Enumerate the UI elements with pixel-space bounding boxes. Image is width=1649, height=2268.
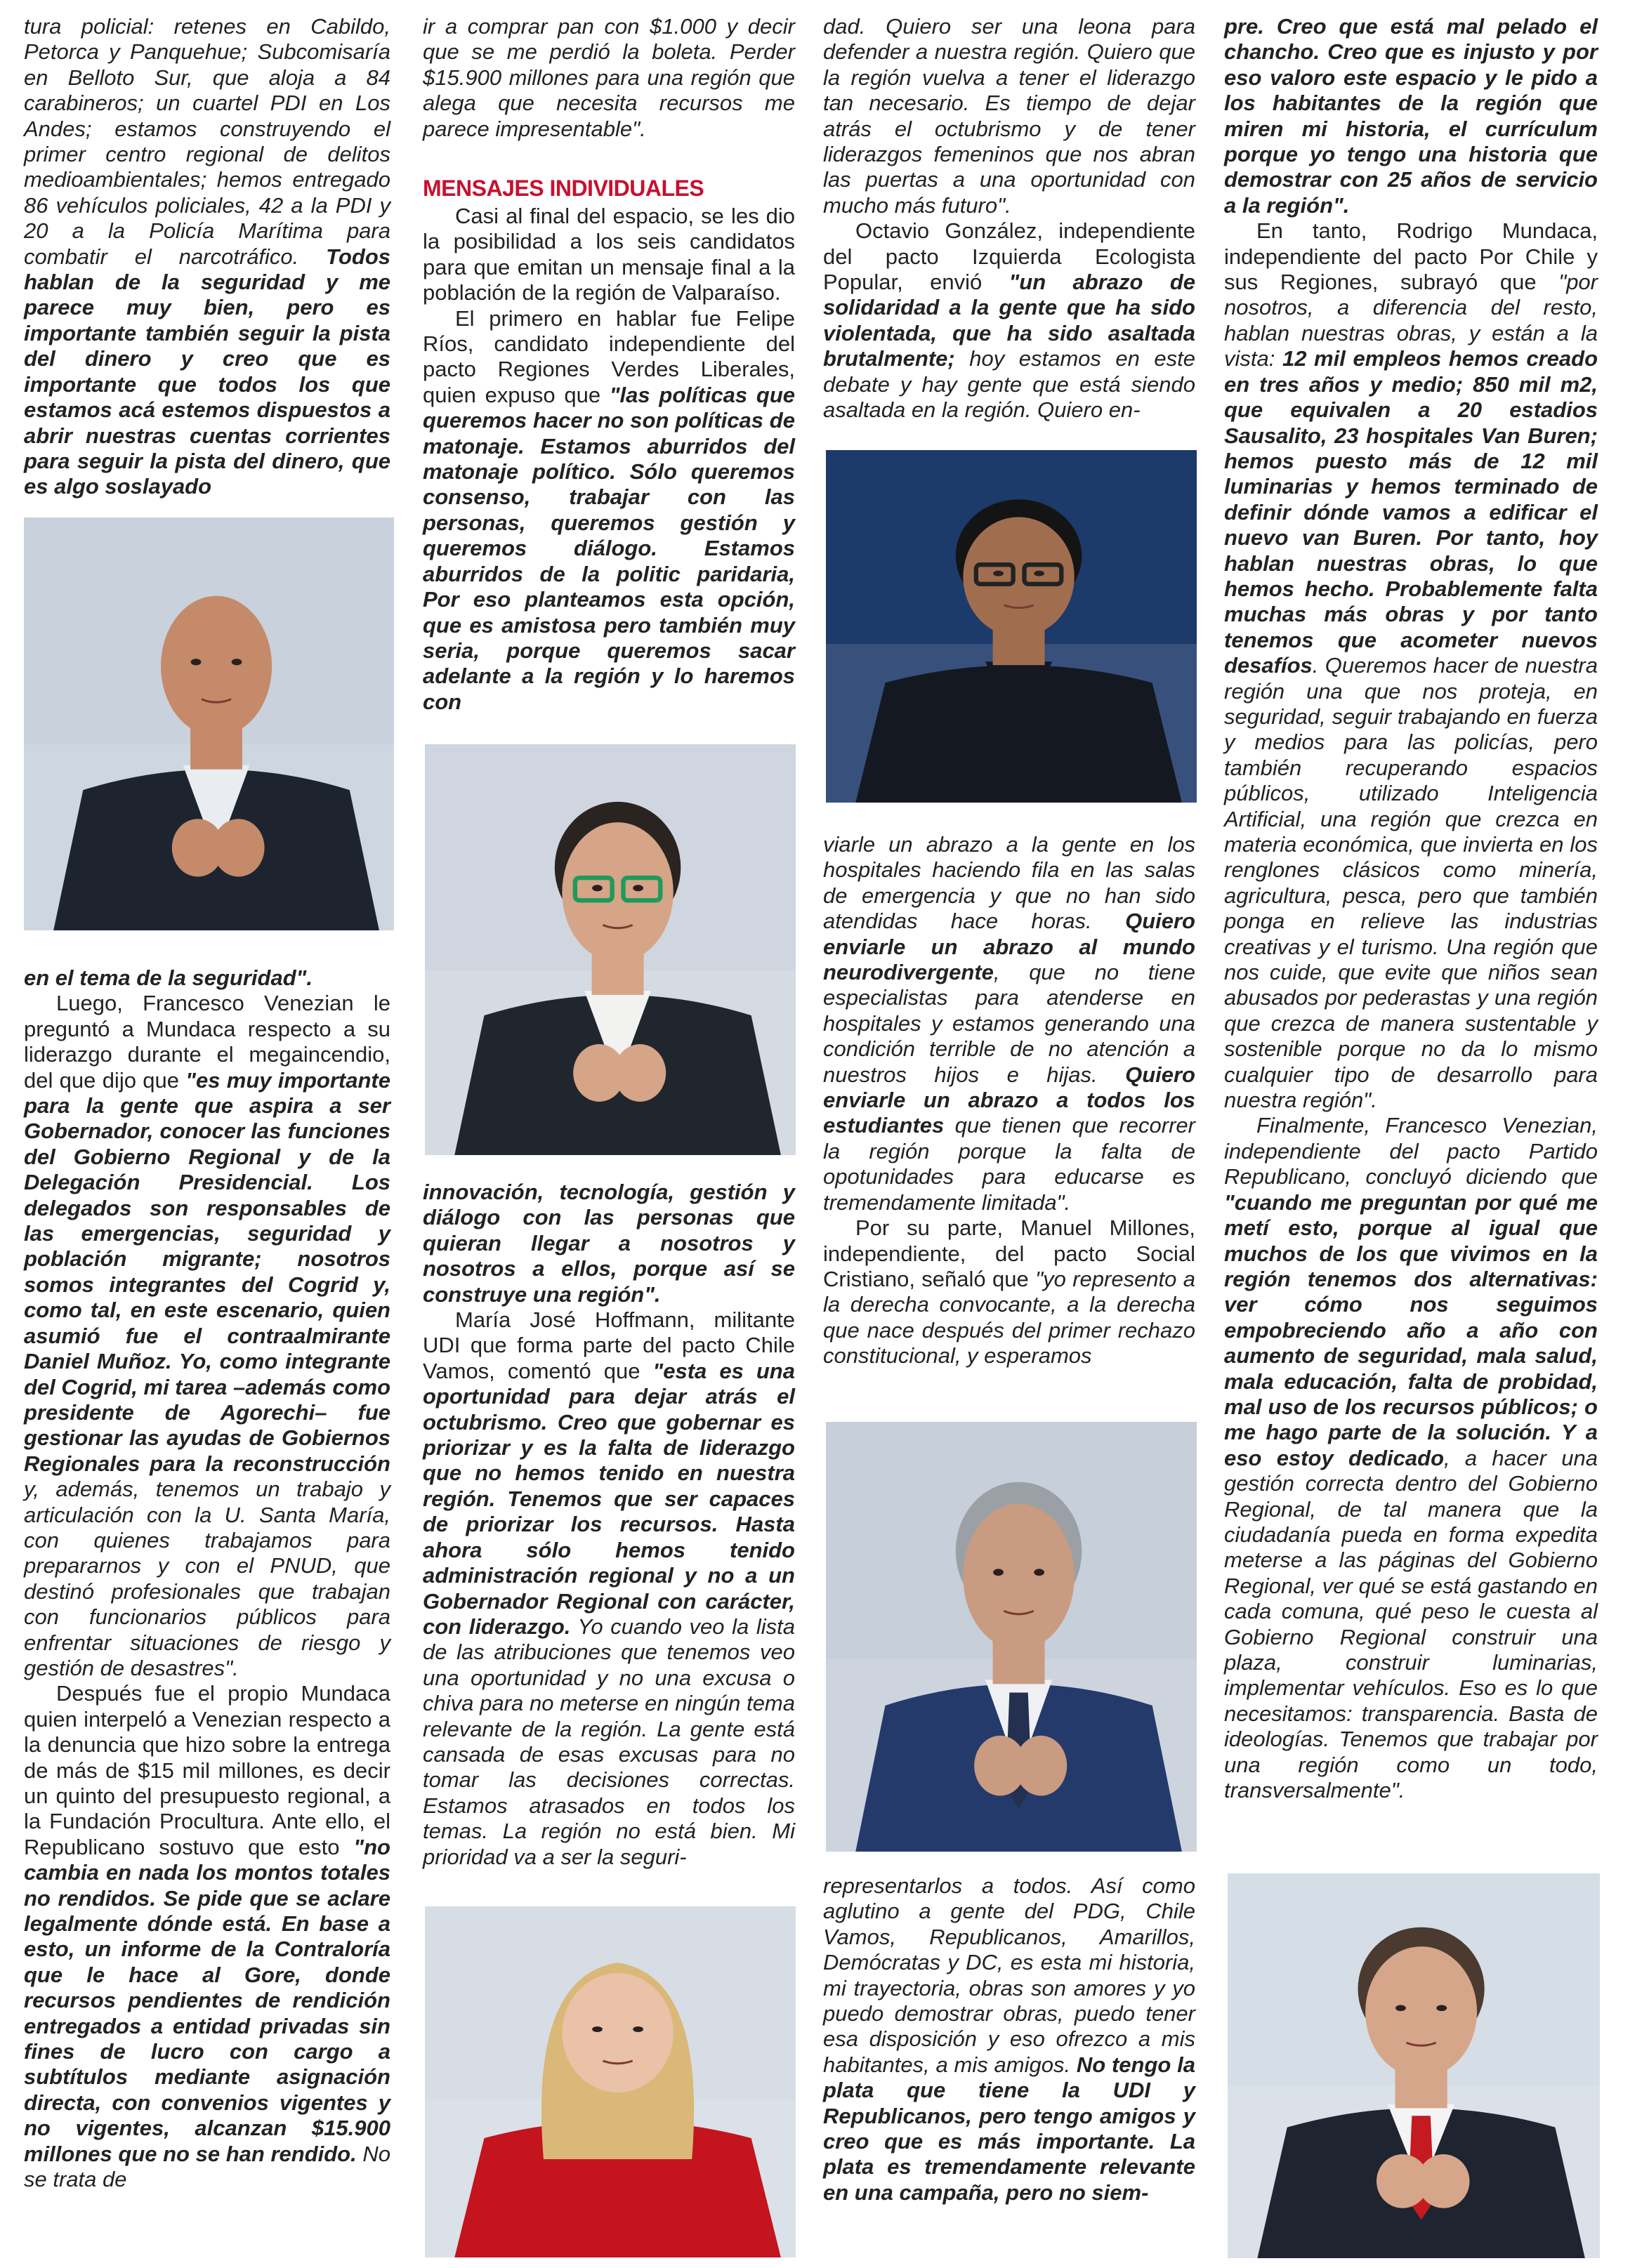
face-shape [562,822,673,962]
paragraph [24,1681,390,2192]
person-image [826,1422,1197,1852]
quote-text: "yo represento a la derecha convocante, a la derecha que nace después del primer rechazo constitucional, y esperamos [823,1266,1196,1369]
eye-shape [1436,2005,1447,2011]
emphasis-quote: "un abrazo de solidaridad a la gente que ha sido violentada, que ha sido asaltada brutalmente; [823,270,1196,371]
face-shape [963,517,1074,637]
emphasis-quote: Quiero enviarle un abrazo al mundo neurodivergente [823,909,1195,985]
hand-shape [213,819,265,876]
quote-text: Yo cuando veo la lista de las atribuciones que tenemos veo una oportunidad y no una excusa o chiva para no meterse en ningún tema relevante de la región. La gente está cansada de esas excusas para no tomar las decisiones correctas. Estamos atrasados en todos los temas. La región no está bien. Mi prioridad va a ser la seguri- [423,1614,795,1869]
quote-text: representarlos a todos. Así como aglutino a gente del PDG, Chile Vamos, Republicanos, Amarillos, Demócratas y DC, es esta mi historia, mi trayectoria, obras son amores y yo puedo demostrar obras, puedo tener esa disposición y eso ofrezco a mis habitantes, a mis amigos. [823,1873,1195,2077]
eye-shape [191,659,202,665]
paragraph [1224,14,1598,218]
eye-shape [1034,1569,1044,1576]
paragraph [24,991,390,1681]
paragraph [823,1873,1195,2206]
paragraph [823,14,1195,218]
quote-text: viarle un abrazo a la gente en los hospitales haciendo fila en las salas de emergencia y que no han sido atendidas hace horas. [823,832,1195,934]
quote-text: . Queremos hacer de nuestra región una que nos proteja, en seguridad, seguir trabajando en fuerza y medios para las policías, pero también recuperando espacios públicos, utilizado Inteligencia Artificial, una región que crezca en materia económica, que invierta en los renglones clásicos como minería, agricultura, pesca, pero que también ponga en relieve las industrias creativas y el turismo. Una región que nos cuide, que evite que niños sean abusados por pederastas y una región que crezca de manera sustentable y sostenible porque no da lo mismo cualquier tipo de desarrollo para nuestra región". [1224,653,1598,1113]
hand-shape [1015,1736,1067,1796]
paragraph [823,218,1195,423]
col3-mid-text [823,832,1195,1369]
paragraph [1224,1113,1598,1803]
emphasis-quote: "no cambia en nada los montos totales no rendidos. Se pide que se aclare legalmente dónde está. En base a esto, un informe de la Contraloría que le hace al Gore, donde recursos pendientes de rendición entregados a entidad privadas sin fines de lucro con cargo a subtítulos mediante asignación directa, con convenios vigentes y no vigentes, alcanzan $15.900 millones que no se han rendido. [24,1834,390,2166]
hand-shape [1417,2154,1469,2208]
paragraph [423,14,795,142]
col2-mid-text [423,204,795,715]
col1-top-text [24,14,390,500]
section-heading: MENSAJES INDIVIDUALES [423,176,704,201]
person-image [1228,1873,1600,2258]
quote-text: ir a comprar pan con $1.000 y decir que se me perdió la boleta. Perder $15.900 millones para una región que alega que necesita recursos me parece impresentable". [423,14,795,141]
quote-text: y, además, tenemos un trabajo y articulación con la U. Santa María, con quienes trabajamos para prepararnos y con el PNUD, que destinó profesionales que trabajan con funcionarios públicos para enfrentar situaciones de riesgo y gestión de desastres". [24,1477,390,1680]
eye-shape [232,659,242,665]
paragraph [24,14,390,500]
body-text: En tanto, Rodrigo Mundaca, independiente del pacto Por Chile y sus Regiones, subrayó que [1224,218,1598,295]
emphasis-quote: en el tema de la seguridad". [24,965,313,990]
eye-shape [633,2026,643,2032]
emphasis-quote: "es muy importante para la gente que aspira a ser Gobernador, conocer las funciones del Gobierno Regional y de la Delegación Presidencial. Los delegados son responsables de las emergencias, seguridad y población migrante; nosotros somos integrantes del Cogrid y, como tal, en este escenario, quien asumió fue el contraalmirante Daniel Muñoz. Yo, como integrante del Cogrid, mi tarea –además como presidente de Agorechi– fue gestionar las ayudas de Gobiernos Regionales para la reconstrucción [24,1067,391,1476]
person-image [826,450,1197,803]
col2-bottom-text [423,1180,795,1870]
body-text: María José Hoffmann, militante UDI que forma parte del pacto Chile Vamos, comentó que [423,1307,795,1383]
col3-top-text [823,14,1195,423]
person-image [425,744,796,1155]
face-shape [1365,1946,1477,2077]
body-text: Casi al final del espacio, se les dio la posibilidad a los seis candidatos para que emitan un mensaje final a la población de la región de Valparaíso. [423,204,795,305]
person-image [24,517,394,930]
body-text: El primero en hablar fue Felipe Ríos, candidato independiente del pacto Regiones Verdes Liberales, quien expuso que [423,305,795,407]
quote-text: dad. Quiero ser una leona para defender a nuestra región. Quiero que la región vuelva a tener el liderazgo tan necesario. Es tiempo de dejar atrás el octubrismo y de tener liderazgos femeninos que nos abran las puertas a una oportunidad con mucho más futuro". [823,14,1195,218]
emphasis-quote: "cuando me preguntan por qué me metí esto, porque al igual que muchos de los que vivimos en la región tenemos dos alternativas: ver cómo nos seguimos empobreciendo año a año con aumento de seguridad, mala salud, mala educación, falta de probidad, mal uso de los recursos públicos; o me hago parte de la solución. Y a eso estoy dedicado [1224,1189,1598,1470]
quote-text: Finalmente, Francesco Venezian, independiente del pacto Partido Republicano, concluyó diciendo que [1224,1113,1598,1189]
eye-shape [1034,571,1044,576]
paragraph [423,1307,795,1870]
emphasis-quote: "esta es una oportunidad para dejar atrás el octubrismo. Creo que gobernar es priorizar y es la falta de liderazgo que no hemos tenido en nuestra región. Tenemos que ser capaces de priorizar los recursos. Hasta ahora sólo hemos tenido administración regional y no a un Gobernador Regional con carácter, con liderazgo. [423,1358,795,1639]
emphasis-quote: No tengo la plata que tiene la UDI y Republicanos, pero tengo amigos y creo que es más importante. La plata es tremendamente relevante en una campaña, pero no siem- [823,2052,1195,2205]
body-text: Luego, Francesco Venezian le preguntó a Mundaca respecto a su liderazgo durante el megaincendio, del que dijo que [24,991,390,1093]
col3-bottom-text [823,1873,1195,2206]
quote-text: , a hacer una gestión correcta dentro del Gobierno Regional, de tal manera que la ciudadanía pueda en forma expedita meterse a las páginas del Gobierno Regional, ver qué se está gastando en cada comuna, qué peso le cuesta al Gobierno Regional construir una plaza, construir luminarias, implementar vehículos. Eso es lo que necesitamos: transparencia. Basta de ideologías. Tenemos que trabajar por una región como un todo, transversalmente". [1224,1445,1598,1803]
eye-shape [592,2026,603,2032]
emphasis-quote: "las políticas que queremos hacer no son políticas de matonaje. Estamos aburridos del matonaje político. Sólo queremos consenso, trabajar con las personas, queremos gestión y queremos diálogo. Estamos aburridos de la politic paridaria, Por eso planteamos esta opción, que es amistosa pero también muy seria, porque queremos sacar adelante a la región y lo haremos con [423,382,796,714]
eye-shape [592,885,603,891]
quote-text: hoy estamos en este debate y hay gente que está siendo asaltada en la región. Quiero en- [823,346,1195,423]
quote-text: "por nosotros, a diferencia del resto, hablan nuestras obras, y están a la vista: [1224,270,1598,371]
photo-candidate-hoffmann [425,1906,796,2257]
col1-bottom-text [24,965,390,2193]
emphasis-quote: 12 mil empleos hemos creado en tres años y medio; 850 mil m2, que equivalen a 20 estadios Sausalito, 23 hospitales Van Buren; hemos puesto más de 12 mil luminarias y hemos terminado de definir dónde vamos a edificar el nuevo van Buren. Por tanto, hoy hablan nuestras obras, lo que hemos hecho. Probablemente falta muchas más obras y por tanto tenemos que acometer nuevos desafíos [1224,346,1598,678]
paragraph [24,965,390,991]
emphasis-quote: innovación, tecnología, gestión y diálogo con las personas que quieran llegar a nosotros y nosotros a ellos, porque así se construye una región". [423,1180,795,1307]
body-text: Octavio González, independiente del pacto Izquierda Ecologista Popular, envió [823,218,1195,295]
photo-candidate-rios [425,744,796,1155]
col4-text [1224,14,1598,1803]
face-shape [963,1503,1074,1649]
eye-shape [993,1569,1004,1576]
col2-top-text [423,14,795,142]
eye-shape [633,885,643,891]
paragraph [1224,218,1598,1113]
photo-candidate-millones [826,1422,1197,1852]
quote-text: tura policial: retenes en Cabildo, Petorca y Panquehue; Subcomisaría en Belloto Sur, que aloja a 84 carabineros; un cuartel PDI en Los Andes; estamos construyendo el primer centro regional de delitos medioambientales; hemos entregado 86 vehículos policiales, 42 a la PDI y 20 a la Policía Marítima para combatir el narcotráfico. [24,14,390,269]
paragraph [423,306,795,716]
emphasis-quote: Todos hablan de la seguridad y me parece muy bien, pero es importante también seguir la pista del dinero y creo que es importante que todos los que estamos acá estemos dispuestos a abrir nuestras cuentas corrientes para seguir la pista del dinero, que es algo soslayado [24,244,390,499]
eye-shape [1395,2005,1406,2011]
photo-candidate-mundaca [24,517,394,930]
paragraph [423,204,795,306]
paragraph [823,832,1195,1215]
paragraph [423,1180,795,1307]
paragraph [823,1215,1195,1369]
emphasis-quote: Quiero enviarle un abrazo a todos los estudiantes [823,1062,1195,1138]
face-shape [161,596,272,737]
photo-candidate-venezian [1228,1873,1600,2258]
quote-text: No se trata de [24,2141,390,2192]
body-text: Por su parte, Manuel Millones, independiente, del pacto Social Cristiano, señaló que [823,1215,1195,1291]
person-image [425,1906,796,2257]
emphasis-quote: pre. Creo que está mal pelado el chancho. Creo que es injusto y por eso valoro este espacio y le pido a los habitantes de la región que miren mi historia, el currículum porque yo tengo una historia que demostrar con 25 años de servicio a la región". [1224,14,1598,218]
body-text: Después fue el propio Mundaca quien interpeló a Venezian respecto a la denuncia que hizo sobre la entrega de más de $15 mil millones, es decir un quinto del presupuesto regional, a la Fundación Procultura. Ante ello, el Republicano sostuvo que esto [24,1681,390,1859]
eye-shape [993,571,1004,576]
quote-text: , que no tiene especialistas para atenderse en hospitales y estamos generando una condición terrible de no atención a nuestros hijos e hijas. [823,960,1195,1087]
hand-shape [614,1044,666,1102]
face-shape [562,1973,673,2092]
photo-candidate-gonzalez [826,450,1197,803]
quote-text: que tienen que recorrer la región porque la falta de opotunidades para educarse es tremendamente limitada". [823,1113,1195,1215]
